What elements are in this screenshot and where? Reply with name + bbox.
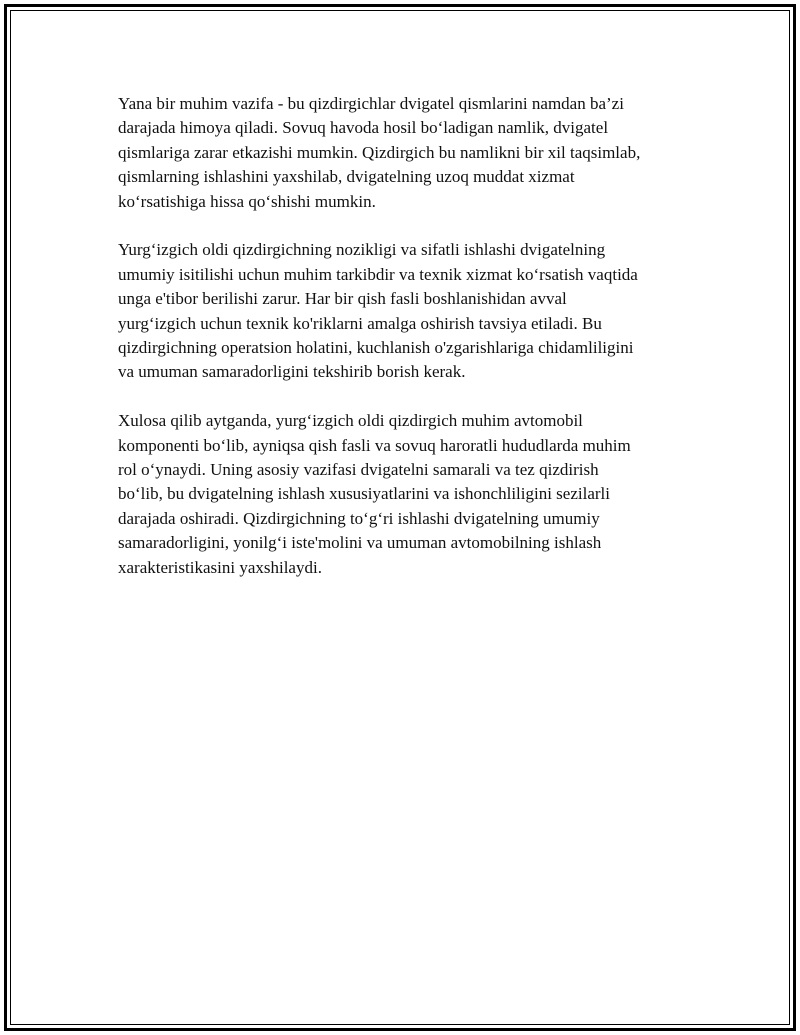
text-line: samaradorligini, yonilg‘i iste'molini va umuman avtomobilning ishlash: [118, 533, 602, 553]
document-body: [118, 92, 688, 604]
text-line: Yurg‘izgich oldi qizdirgichning nozikligi va sifatli ishlashi dvigatelning: [118, 240, 606, 260]
text-line: yurg‘izgich uchun texnik ko'riklarni amalga oshirish tavsiya etiladi. Bu: [118, 313, 602, 333]
paragraph-3: [118, 409, 688, 580]
text-line: qismlariga zarar etkazishi mumkin. Qizdirgich bu namlikni bir xil taqsimlab,: [118, 142, 641, 162]
paragraph-1: [118, 92, 688, 214]
text-line: komponenti bo‘lib, ayniqsa qish fasli va sovuq haroratli hududlarda muhim: [118, 435, 631, 455]
text-line: qizdirgichning operatsion holatini, kuchlanish o'zgarishlariga chidamliligini: [118, 338, 634, 358]
text-line: Yana bir muhim vazifa - bu qizdirgichlar dvigatel qismlarini namdan ba’zi: [118, 94, 624, 113]
text-line: xarakteristikasini yaxshilaydi.: [118, 557, 322, 577]
text-line: ko‘rsatishiga hissa qo‘shishi mumkin.: [118, 191, 376, 211]
text-line: umumiy isitilishi uchun muhim tarkibdir va texnik xizmat ko‘rsatish vaqtida: [118, 264, 638, 284]
text-line: darajada oshiradi. Qizdirgichning to‘g‘ri ishlashi dvigatelning umumiy: [118, 508, 600, 528]
text-line: unga e'tibor berilishi zarur. Har bir qish fasli boshlanishidan avval: [118, 289, 567, 309]
text-line: qismlarning ishlashini yaxshilab, dvigatelning uzoq muddat xizmat: [118, 167, 575, 187]
text-line: darajada himoya qiladi. Sovuq havoda hosil bo‘ladigan namlik, dvigatel: [118, 118, 609, 138]
text-line: rol o‘ynaydi. Uning asosiy vazifasi dvigatelni samarali va tez qizdirish: [118, 460, 599, 480]
text-line: Xulosa qilib aytganda, yurg‘izgich oldi qizdirgich muhim avtomobil: [118, 411, 583, 431]
text-line: bo‘lib, bu dvigatelning ishlash xususiyatlarini va ishonchliligini sezilarli: [118, 484, 610, 504]
paragraph-2: [118, 238, 688, 384]
text-line: va umuman samaradorligini tekshirib borish kerak.: [118, 362, 466, 382]
